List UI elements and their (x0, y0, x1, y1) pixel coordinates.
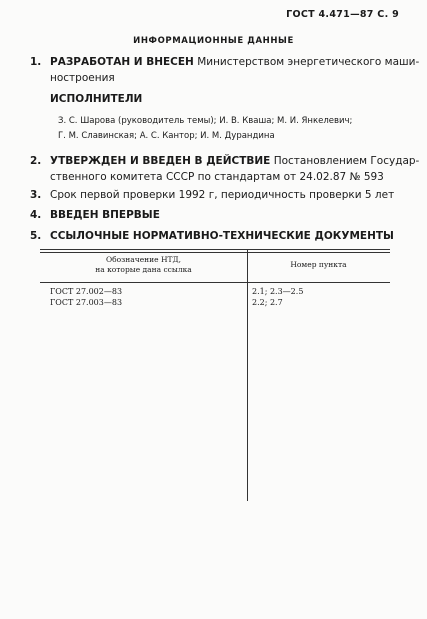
document-header: ГОСТ 4.471—87 С. 9 (286, 9, 399, 20)
executors-line-1: З. С. Шарова (руководитель темы); И. В. Кваша; М. И. Янкелевич; (58, 116, 353, 126)
item-3-number: 3. (30, 189, 42, 201)
table-column-divider (247, 249, 248, 501)
executors-line-2: Г. М. Славинская; А. С. Кантор; И. М. Дурандина (58, 131, 275, 141)
item-5-number: 5. (30, 230, 42, 242)
item-1-text: Министерством энергетического маши- (197, 56, 420, 68)
item-4-lead: ВВЕДЕН ВПЕРВЫЕ (50, 209, 160, 221)
table-row-2-points: 2.2; 2.7 (252, 298, 283, 307)
item-1-number: 1. (30, 56, 42, 68)
item-2-number: 2. (30, 155, 42, 167)
table-row-1-points: 2.1; 2.3—2.5 (252, 287, 304, 296)
table-top-rule (40, 249, 390, 250)
page-title: ИНФОРМАЦИОННЫЕ ДАННЫЕ (133, 36, 294, 46)
item-4-number: 4. (30, 209, 42, 221)
item-2-line-2: ственного комитета СССР по стандартам от 24.02.87 № 593 (50, 171, 384, 183)
table-header-points: Номер пункта (290, 260, 347, 269)
table-row-1-doc: ГОСТ 27.002—83 (50, 287, 123, 296)
item-2-line-1 (50, 155, 419, 167)
item-1-line-2: ностроения (50, 72, 115, 84)
item-1-line-1 (50, 56, 419, 68)
item-1-lead: РАЗРАБОТАН И ВНЕСЕН (50, 56, 194, 68)
item-3-text: Срок первой проверки 1992 г, периодичность проверки 5 лет (50, 189, 395, 201)
table-top-rule-2 (40, 252, 390, 253)
item-5-lead: ССЫЛОЧНЫЕ НОРМАТИВНО-ТЕХНИЧЕСКИЕ ДОКУМЕНТЫ (50, 230, 394, 242)
table-header-doc-line-2: на которые дана ссылка (95, 265, 192, 274)
item-2-lead: УТВЕРЖДЕН И ВВЕДЕН В ДЕЙСТВИЕ (50, 155, 271, 167)
table-row-2-doc: ГОСТ 27.003—83 (50, 298, 123, 307)
item-2-text: Постановлением Государ- (273, 155, 420, 167)
table-header-rule (40, 282, 390, 283)
table-header-doc-line-1: Обозначение НТД, (106, 255, 181, 264)
executors-heading: ИСПОЛНИТЕЛИ (50, 93, 143, 105)
